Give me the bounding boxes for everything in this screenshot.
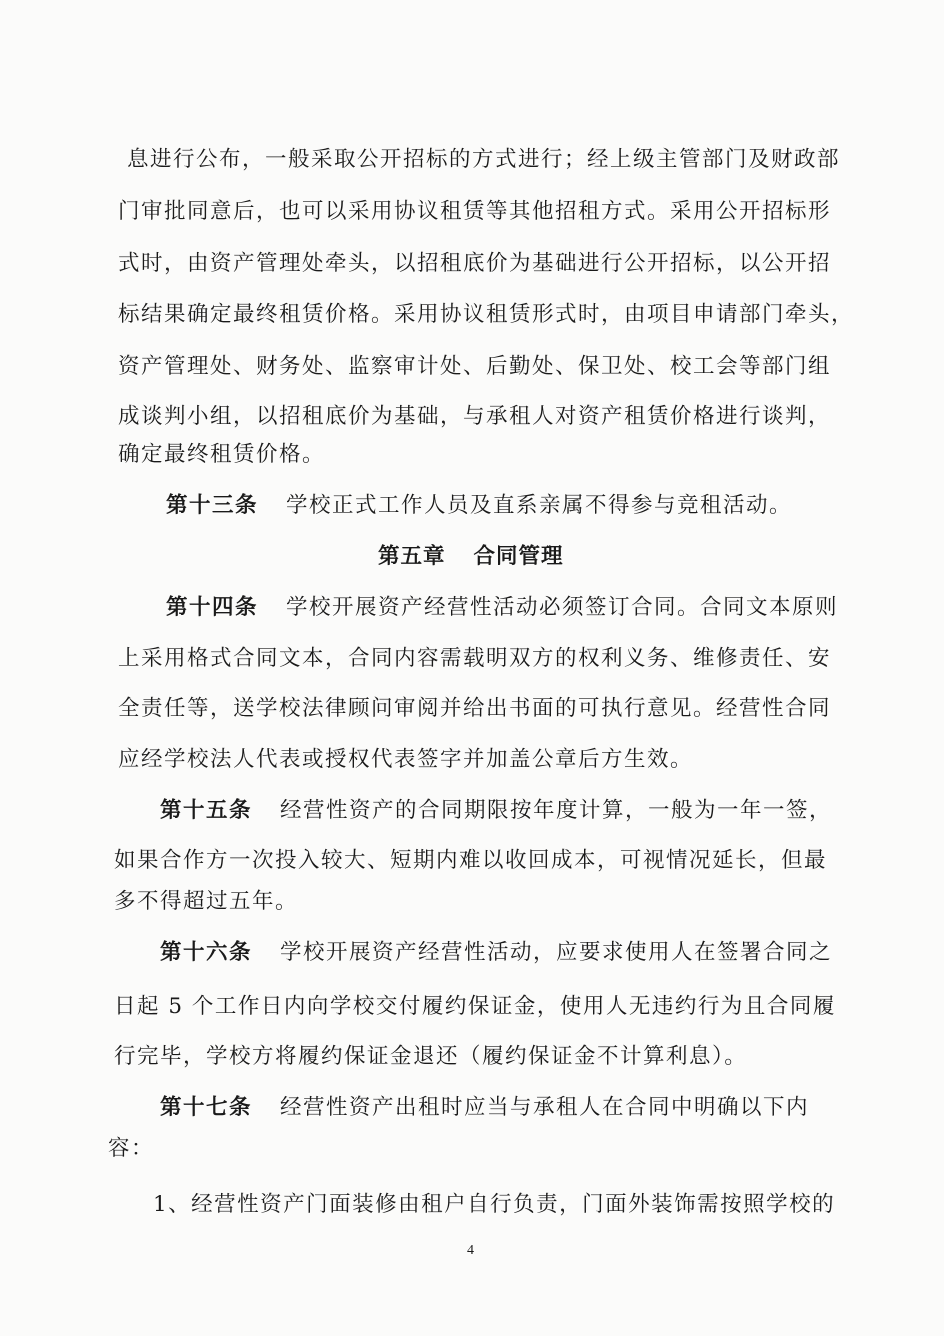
article-13 [166, 491, 792, 521]
list-item: 1、经营性资产门面装修由租户自行负责，门面外装饰需按照学校的 [153, 1192, 836, 1217]
chapter-number: 第五章 [378, 544, 446, 569]
article-label: 第十五条 [160, 798, 253, 823]
article-17 [160, 1093, 809, 1123]
chapter-title: 合同管理 [473, 544, 564, 569]
body-line: 行完毕，学校方将履约保证金退还（履约保证金不计算利息）。 [114, 1044, 748, 1069]
body-line: 日起 5 个工作日内向学校交付履约保证金，使用人无违约行为且合同履 [114, 994, 836, 1019]
article-text: 学校开展资产经营性活动必须签订合同。合同文本原则 [286, 595, 839, 620]
body-line: 息进行公布，一般采取公开招标的方式进行；经上级主管部门及财政部 [127, 147, 841, 172]
body-line: 多不得超过五年。 [114, 889, 299, 914]
body-line: 标结果确定最终租赁价格。采用协议租赁形式时，由项目申请部门牵头， [118, 302, 855, 327]
body-line: 上采用格式合同文本，合同内容需载明双方的权利义务、维修责任、安 [118, 646, 832, 671]
article-14 [166, 593, 838, 623]
body-line: 门审批同意后，也可以采用协议租赁等其他招租方式。采用公开招标形 [118, 199, 832, 224]
body-line: 全责任等，送学校法律顾问审阅并给出书面的可执行意见。经营性合同 [118, 696, 832, 721]
body-line: 式时，由资产管理处牵头，以招租底价为基础进行公开招标，以公开招 [118, 251, 832, 276]
article-15 [160, 796, 832, 826]
article-text: 经营性资产出租时应当与承租人在合同中明确以下内 [280, 1095, 810, 1120]
body-line: 资产管理处、财务处、监察审计处、后勤处、保卫处、校工会等部门组 [118, 354, 832, 379]
article-label: 第十六条 [160, 940, 253, 965]
page-number: 4 [467, 1243, 474, 1258]
article-16 [160, 938, 832, 968]
article-label: 第十七条 [160, 1095, 253, 1120]
article-text: 学校正式工作人员及直系亲属不得参与竞租活动。 [286, 493, 793, 518]
body-line: 确定最终租赁价格。 [118, 442, 326, 467]
article-label: 第十四条 [166, 595, 259, 620]
article-label: 第十三条 [166, 493, 259, 518]
body-line: 容： [108, 1136, 155, 1161]
chapter-heading [378, 542, 564, 572]
body-line: 应经学校法人代表或授权代表签字并加盖公章后方生效。 [118, 747, 694, 772]
body-line: 成谈判小组，以招租底价为基础，与承租人对资产租赁价格进行谈判， [118, 404, 832, 429]
article-text: 学校开展资产经营性活动，应要求使用人在签署合同之 [280, 940, 833, 965]
article-text: 经营性资产的合同期限按年度计算，一般为一年一签， [280, 798, 833, 823]
body-line: 如果合作方一次投入较大、短期内难以收回成本，可视情况延长，但最 [114, 848, 828, 873]
